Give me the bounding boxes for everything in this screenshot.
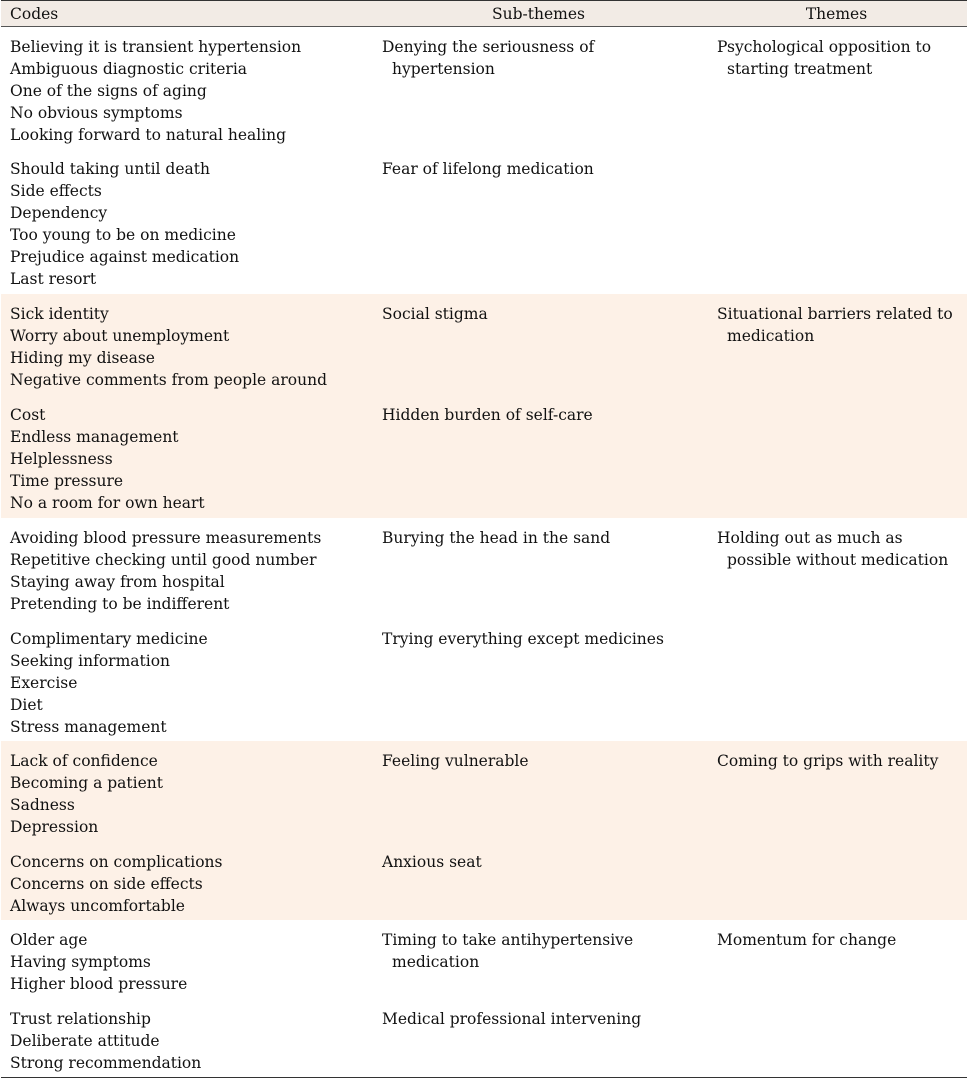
theme-group — [1, 518, 967, 741]
table-row — [1, 842, 967, 920]
subtheme-cell — [372, 851, 707, 920]
code-item: No obvious symptoms — [10, 104, 183, 123]
code-item: Helplessness — [10, 450, 113, 469]
code-item: Believing it is transient hypertension — [10, 38, 302, 56]
table-header — [1, 0, 967, 27]
codes-cell — [1, 851, 372, 920]
theme-cell — [707, 527, 967, 619]
theme-cell — [707, 404, 967, 518]
code-item: Avoiding blood pressure measurements — [10, 529, 322, 547]
header-themes: Themes — [805, 4, 868, 23]
code-item: Side effects — [10, 182, 102, 201]
code-item: Ambiguous diagnostic criteria — [10, 60, 248, 79]
table-row — [1, 518, 967, 619]
code-item: Stress management — [10, 718, 167, 737]
code-item: Older age — [10, 931, 88, 949]
code-item: Cost — [10, 406, 46, 424]
subtheme-cell — [372, 158, 707, 294]
theme-cell — [707, 628, 967, 741]
code-item: Should taking until death — [10, 160, 210, 178]
codes-cell — [1, 404, 372, 518]
code-item: Exercise — [10, 674, 78, 693]
table-row — [1, 741, 967, 842]
code-item: Prejudice against medication — [10, 248, 240, 267]
themes-table — [1, 0, 967, 1078]
subtheme-text: Hidden burden of self-care — [382, 406, 593, 424]
header-subthemes: Sub-themes — [492, 4, 585, 23]
theme-text: medication — [727, 327, 815, 346]
code-item: Trust relationship — [10, 1010, 151, 1028]
subtheme-cell — [372, 404, 707, 518]
code-item: Last resort — [10, 270, 97, 289]
codes-cell — [1, 1008, 372, 1077]
subtheme-cell — [372, 628, 707, 741]
code-item: Lack of confidence — [10, 752, 158, 770]
code-item: Always uncomfortable — [10, 897, 185, 916]
theme-cell — [707, 36, 967, 149]
theme-group — [1, 294, 967, 518]
theme-cell — [707, 1008, 967, 1077]
code-item: Having symptoms — [10, 953, 151, 972]
theme-group — [1, 741, 967, 920]
codes-cell — [1, 750, 372, 842]
subtheme-text: Fear of lifelong medication — [382, 160, 594, 178]
codes-cell — [1, 527, 372, 619]
code-item: Strong recommendation — [10, 1054, 202, 1073]
theme-cell — [707, 158, 967, 294]
code-item: Diet — [10, 696, 43, 715]
table-row — [1, 920, 967, 999]
code-item: Time pressure — [10, 472, 124, 491]
subtheme-text: medication — [392, 953, 480, 972]
subtheme-text: Denying the seriousness of — [382, 38, 595, 56]
code-item: Depression — [10, 818, 99, 837]
table-row — [1, 999, 967, 1077]
code-item: Dependency — [10, 204, 108, 223]
theme-text: starting treatment — [727, 60, 873, 79]
code-item: Negative comments from people around — [10, 371, 327, 390]
subtheme-cell — [372, 527, 707, 619]
table-row — [1, 619, 967, 741]
subtheme-text: hypertension — [392, 60, 495, 79]
code-item: Worry about unemployment — [10, 327, 230, 346]
code-item: Sick identity — [10, 305, 109, 323]
theme-cell — [707, 851, 967, 920]
theme-text: Coming to grips with reality — [717, 752, 939, 770]
code-item: Repetitive checking until good number — [10, 551, 317, 570]
header-codes: Codes — [10, 4, 59, 23]
code-item: Sadness — [10, 796, 75, 815]
code-item: Concerns on complications — [10, 853, 223, 871]
theme-cell — [707, 303, 967, 395]
subtheme-text: Medical professional intervening — [382, 1010, 642, 1028]
theme-group — [1, 27, 967, 294]
subtheme-cell — [372, 750, 707, 842]
code-item: Hiding my disease — [10, 349, 155, 368]
subtheme-text: Anxious seat — [382, 853, 482, 871]
code-item: No a room for own heart — [10, 494, 205, 513]
table-body — [1, 27, 967, 1078]
table-row — [1, 149, 967, 294]
code-item: Too young to be on medicine — [10, 226, 236, 245]
codes-cell — [1, 158, 372, 294]
theme-cell — [707, 929, 967, 999]
codes-cell — [1, 628, 372, 741]
codes-cell — [1, 303, 372, 395]
theme-cell — [707, 750, 967, 842]
theme-text: Holding out as much as — [717, 529, 903, 547]
subtheme-text: Trying everything except medicines — [382, 630, 664, 648]
codes-cell — [1, 929, 372, 999]
code-item: Deliberate attitude — [10, 1032, 160, 1051]
codes-cell — [1, 36, 372, 149]
table-row — [1, 27, 967, 149]
subtheme-text: Burying the head in the sand — [382, 529, 611, 547]
theme-text: Situational barriers related to — [717, 305, 953, 323]
theme-text: possible without medication — [727, 551, 949, 570]
code-item: Staying away from hospital — [10, 573, 225, 592]
code-item: Endless management — [10, 428, 179, 447]
code-item: Becoming a patient — [10, 774, 163, 793]
code-item: One of the signs of aging — [10, 82, 207, 101]
theme-text: Psychological opposition to — [717, 38, 932, 56]
theme-text: Momentum for change — [717, 931, 897, 949]
subtheme-text: Timing to take antihypertensive — [382, 931, 634, 949]
code-item: Pretending to be indifferent — [10, 595, 230, 614]
subtheme-cell — [372, 929, 707, 999]
code-item: Complimentary medicine — [10, 630, 208, 648]
theme-group — [1, 920, 967, 1077]
code-item: Looking forward to natural healing — [10, 126, 287, 145]
subtheme-text: Social stigma — [382, 305, 488, 323]
code-item: Concerns on side effects — [10, 875, 203, 894]
subtheme-cell — [372, 303, 707, 395]
code-item: Higher blood pressure — [10, 975, 188, 994]
subtheme-cell — [372, 1008, 707, 1077]
table-row — [1, 395, 967, 518]
subtheme-cell — [372, 36, 707, 149]
subtheme-text: Feeling vulnerable — [382, 752, 529, 770]
code-item: Seeking information — [10, 652, 171, 671]
table-row — [1, 294, 967, 395]
